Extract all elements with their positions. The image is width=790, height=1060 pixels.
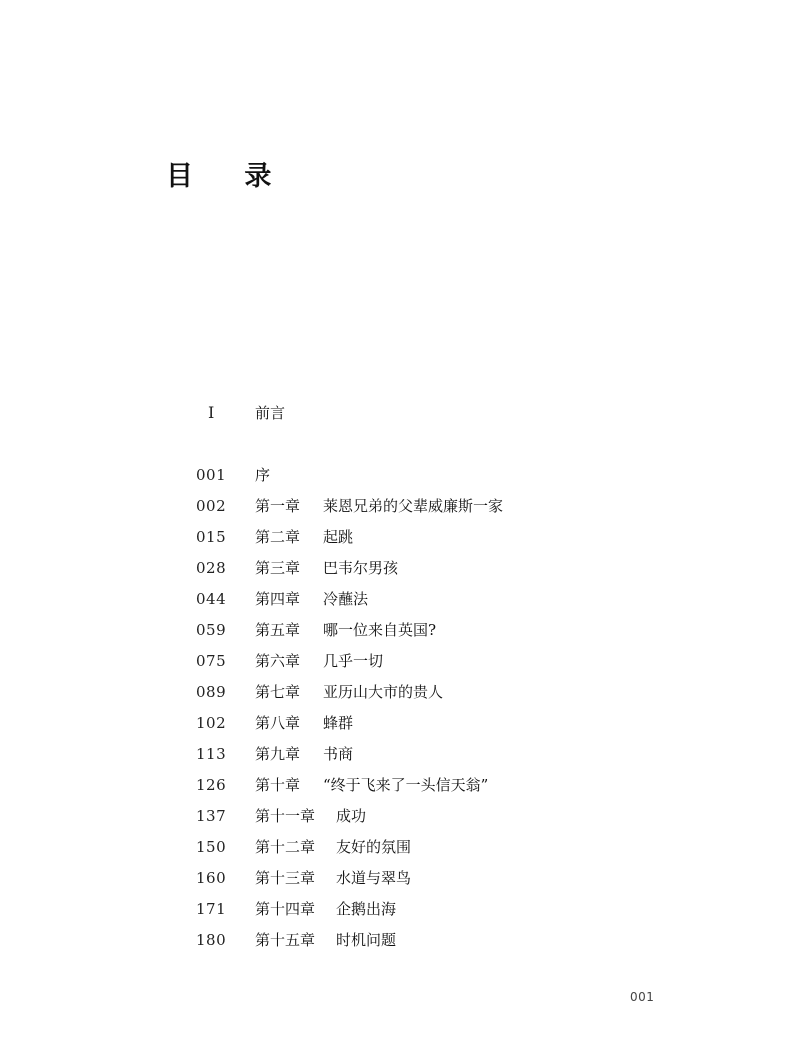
toc-entry[interactable] <box>0 835 790 859</box>
toc-page-number: 102 <box>196 714 227 732</box>
toc-title: 成功 <box>336 807 367 825</box>
toc-page-number: 113 <box>196 745 227 763</box>
page-number-folio: 001 <box>630 990 655 1004</box>
toc-chapter-label: 第九章 <box>255 745 301 763</box>
toc-chapter-label: 第五章 <box>255 621 301 639</box>
toc-title: 莱恩兄弟的父辈威廉斯一家 <box>323 497 504 515</box>
toc-chapter-label: 第二章 <box>255 528 301 546</box>
toc-title: 几乎一切 <box>323 652 384 670</box>
toc-title: 亚历山大市的贵人 <box>323 683 444 701</box>
toc-title: 水道与翠鸟 <box>336 869 412 887</box>
toc-entry[interactable] <box>0 556 790 580</box>
toc-title: 前言 <box>255 404 286 422</box>
toc-chapter-label: 第三章 <box>255 559 301 577</box>
toc-entry[interactable] <box>0 897 790 921</box>
toc-page-number: 059 <box>196 621 227 639</box>
toc-entry[interactable] <box>0 928 790 952</box>
toc-entry[interactable] <box>0 494 790 518</box>
toc-entry[interactable] <box>0 680 790 704</box>
toc-page-number: Ⅰ <box>208 403 215 422</box>
toc-title: 蜂群 <box>323 714 354 732</box>
toc-title: 冷蘸法 <box>323 590 369 608</box>
toc-title: 友好的氛围 <box>336 838 412 856</box>
toc-page-number: 150 <box>196 838 227 856</box>
toc-entry[interactable] <box>0 804 790 828</box>
toc-chapter-label: 第十三章 <box>255 869 316 887</box>
toc-page-number: 044 <box>196 590 227 608</box>
toc-page-number: 002 <box>196 497 227 515</box>
toc-chapter-label: 第七章 <box>255 683 301 701</box>
toc-page-number: 015 <box>196 528 227 546</box>
toc-entry[interactable] <box>0 525 790 549</box>
toc-page-number: 089 <box>196 683 227 701</box>
toc-chapter-label: 第十五章 <box>255 931 316 949</box>
toc-title: 起跳 <box>323 528 354 546</box>
toc-chapter-label: 第八章 <box>255 714 301 732</box>
toc-title: 企鹅出海 <box>336 900 397 918</box>
toc-title: 哪一位来自英国? <box>323 621 437 639</box>
toc-page-number: 171 <box>196 900 227 918</box>
toc-page-number: 001 <box>196 466 227 484</box>
toc-chapter-label: 第十二章 <box>255 838 316 856</box>
toc-page-number: 126 <box>196 776 227 794</box>
toc-page-number: 160 <box>196 869 227 887</box>
toc-chapter-label: 第四章 <box>255 590 301 608</box>
toc-chapter-label: 第一章 <box>255 497 301 515</box>
toc-entry[interactable] <box>0 742 790 766</box>
toc-entry[interactable] <box>0 711 790 735</box>
toc-chapter-label: 第十一章 <box>255 807 316 825</box>
toc-title: 书商 <box>323 745 354 763</box>
toc-entry[interactable] <box>0 587 790 611</box>
toc-chapter-label: 第六章 <box>255 652 301 670</box>
toc-entry[interactable] <box>0 773 790 797</box>
toc-title: 巴韦尔男孩 <box>323 559 399 577</box>
toc-title: 序 <box>255 466 271 484</box>
toc-entry[interactable] <box>0 618 790 642</box>
toc-entry-preface[interactable] <box>0 401 790 425</box>
toc-page-number: 137 <box>196 807 227 825</box>
toc-chapter-label: 第十四章 <box>255 900 316 918</box>
toc-entry[interactable] <box>0 463 790 487</box>
toc-page-number: 028 <box>196 559 227 577</box>
toc-chapter-label: 第十章 <box>255 776 301 794</box>
toc-title: 时机问题 <box>336 931 397 949</box>
toc-entry[interactable] <box>0 649 790 673</box>
toc-page-number: 075 <box>196 652 227 670</box>
page-title: 目 录 <box>166 161 293 192</box>
toc-page-number: 180 <box>196 931 227 949</box>
toc-title: “终于飞来了一头信天翁” <box>323 776 489 794</box>
toc-entry[interactable] <box>0 866 790 890</box>
